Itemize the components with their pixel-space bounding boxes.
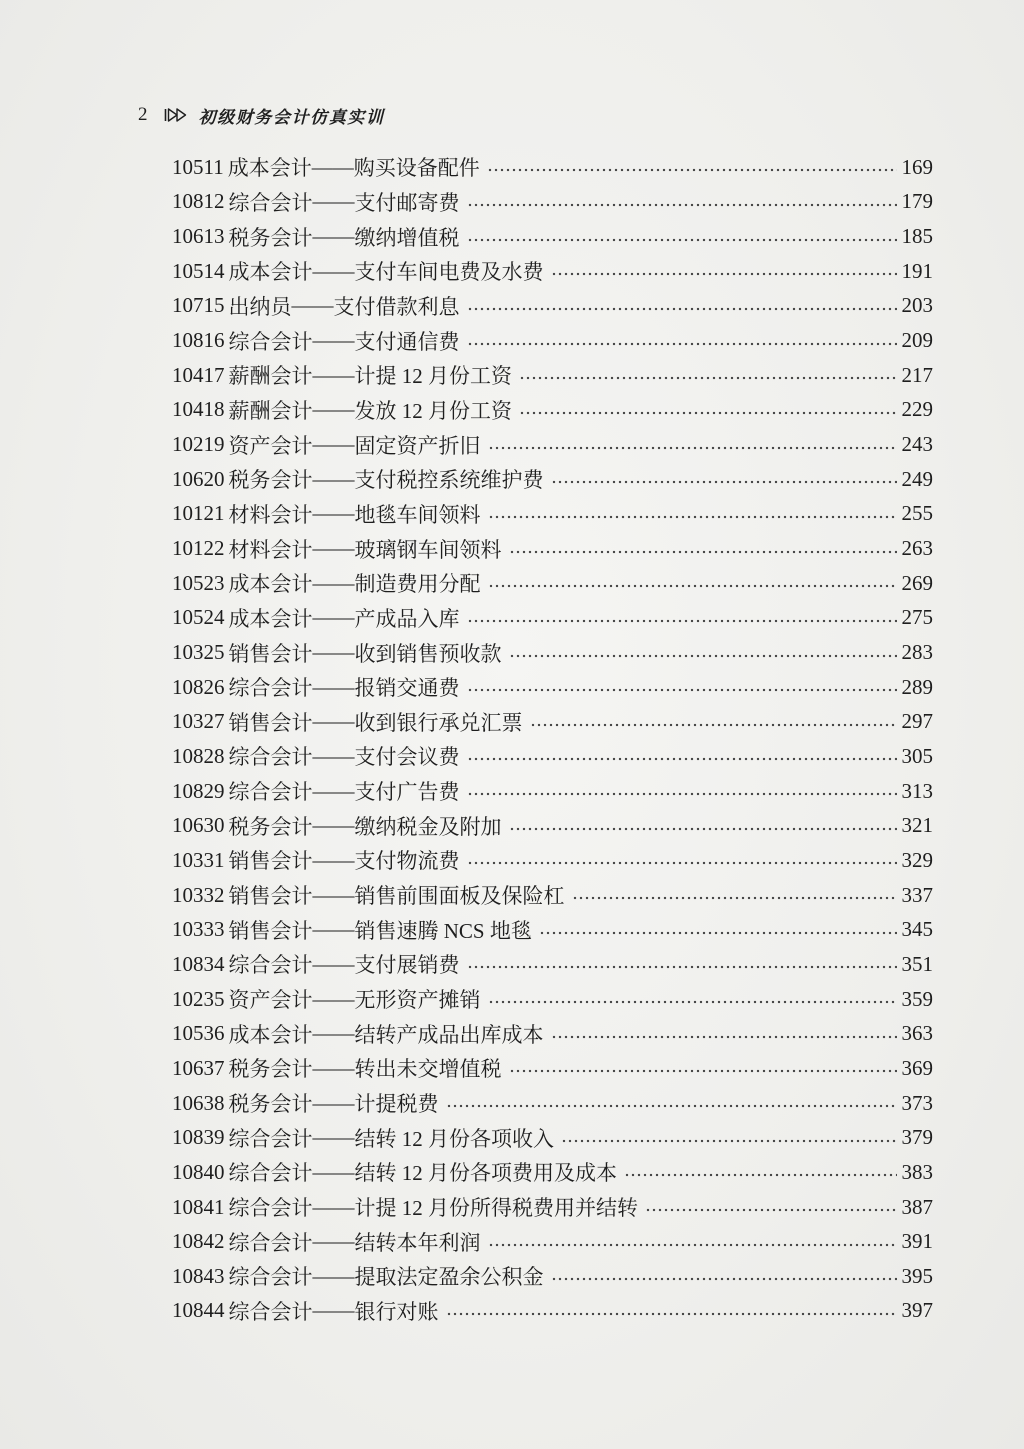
entry-title: 计提 12 月份所得税费用并结转 <box>354 1196 638 1221</box>
entry-page-number: 329 <box>901 847 933 872</box>
entry-title: 支付邮寄费 <box>354 190 460 215</box>
entry-separator: —— <box>312 917 355 942</box>
entry-separator: —— <box>312 501 355 526</box>
leader-dots <box>509 808 897 843</box>
leader-dots <box>645 1190 897 1225</box>
toc-entry <box>172 774 933 809</box>
toc-entry <box>172 185 933 220</box>
toc-entry <box>172 878 933 913</box>
leader-dots <box>509 635 897 670</box>
entry-code: 10620 <box>172 466 225 491</box>
entry-separator: —— <box>312 1125 355 1150</box>
entry-code: 10219 <box>172 432 225 457</box>
leader-dots <box>487 150 897 185</box>
entry-code: 10843 <box>172 1263 225 1288</box>
entry-separator: —— <box>312 1159 355 1184</box>
entry-role: 材料会计 <box>228 502 313 527</box>
entry-title: 无形资产摊销 <box>354 988 481 1013</box>
entry-role: 材料会计 <box>228 537 313 562</box>
entry-separator: —— <box>312 1055 355 1080</box>
entry-separator: —— <box>312 570 355 595</box>
entry-page-number: 229 <box>901 397 933 422</box>
entry-title: 结转本年利润 <box>354 1230 481 1255</box>
entry-title: 报销交通费 <box>354 676 460 701</box>
entry-code: 10331 <box>172 847 225 872</box>
entry-separator: —— <box>312 847 355 872</box>
entry-title: 地毯车间领料 <box>354 502 481 527</box>
toc-entry <box>172 670 933 705</box>
leader-dots <box>488 1224 897 1259</box>
entry-code: 10235 <box>172 986 225 1011</box>
toc-entry <box>172 566 933 601</box>
leader-dots <box>446 1086 897 1121</box>
entry-title: 发放 12 月份工资 <box>354 398 512 423</box>
entry-separator: —— <box>312 743 355 768</box>
entry-title: 支付车间电费及水费 <box>354 260 544 285</box>
leader-dots <box>509 531 897 566</box>
leader-dots <box>530 705 897 740</box>
entry-separator: —— <box>312 466 355 491</box>
entry-page-number: 289 <box>901 674 933 699</box>
leader-dots <box>488 427 897 462</box>
entry-role: 销售会计 <box>228 849 313 874</box>
entry-role: 成本会计 <box>228 1022 313 1047</box>
entry-role: 销售会计 <box>228 884 313 909</box>
entry-code: 10524 <box>172 605 225 630</box>
entry-page-number: 383 <box>901 1159 933 1184</box>
entry-code: 10841 <box>172 1194 225 1219</box>
entry-separator: —— <box>311 154 354 179</box>
entry-role: 出纳员 <box>228 294 292 319</box>
entry-role: 综合会计 <box>228 1196 313 1221</box>
entry-code: 10121 <box>172 501 225 526</box>
entry-title: 缴纳增值税 <box>354 225 460 250</box>
toc-entry <box>172 1120 933 1155</box>
entry-role: 成本会计 <box>228 260 313 285</box>
entry-role: 综合会计 <box>228 1299 313 1324</box>
entry-code: 10333 <box>172 917 225 942</box>
toc-entry <box>172 601 933 636</box>
entry-separator: —— <box>312 1298 355 1323</box>
entry-code: 10417 <box>172 362 225 387</box>
entry-separator: —— <box>312 189 355 214</box>
toc-entry <box>172 912 933 947</box>
leader-dots <box>551 1016 897 1051</box>
entry-page-number: 263 <box>901 536 933 561</box>
entry-page-number: 359 <box>901 986 933 1011</box>
entry-role: 销售会计 <box>228 710 313 735</box>
entry-role: 综合会计 <box>228 1161 313 1186</box>
leader-dots <box>467 185 897 220</box>
entry-code: 10826 <box>172 674 225 699</box>
entry-title: 计提税费 <box>354 1092 439 1117</box>
entry-page-number: 351 <box>901 951 933 976</box>
entry-page-number: 321 <box>901 813 933 838</box>
leader-dots <box>509 1051 897 1086</box>
entry-title: 玻璃钢车间领料 <box>354 537 502 562</box>
entry-role: 综合会计 <box>228 676 313 701</box>
entry-title: 支付税控系统维护费 <box>354 468 544 493</box>
entry-code: 10536 <box>172 1021 225 1046</box>
entry-separator: —— <box>291 293 334 318</box>
leader-dots <box>551 254 897 289</box>
toc-entry <box>172 1224 933 1259</box>
toc-entry <box>172 705 933 740</box>
entry-separator: —— <box>312 882 355 907</box>
toc-entry <box>172 982 933 1017</box>
entry-page-number: 337 <box>901 882 933 907</box>
toc-entry <box>172 1190 933 1225</box>
entry-code: 10829 <box>172 778 225 803</box>
leader-dots <box>467 219 897 254</box>
toc-entry <box>172 947 933 982</box>
entry-page-number: 297 <box>901 709 933 734</box>
entry-code: 10839 <box>172 1125 225 1150</box>
entry-role: 税务会计 <box>228 468 313 493</box>
entry-code: 10844 <box>172 1298 225 1323</box>
entry-code: 10840 <box>172 1159 225 1184</box>
entry-page-number: 395 <box>901 1263 933 1288</box>
toc-entry <box>172 254 933 289</box>
toc-entry <box>172 1259 933 1294</box>
leader-dots <box>572 878 897 913</box>
entry-separator: —— <box>312 432 355 457</box>
entry-separator: —— <box>312 362 355 387</box>
entry-title: 固定资产折旧 <box>354 433 481 458</box>
entry-role: 成本会计 <box>227 156 312 181</box>
toc-entry <box>172 497 933 532</box>
leader-dots <box>519 393 897 428</box>
entry-separator: —— <box>312 605 355 630</box>
page-number: 2 <box>138 104 148 125</box>
entry-separator: —— <box>312 674 355 699</box>
leader-dots <box>446 1294 897 1329</box>
leader-dots <box>467 774 897 809</box>
entry-page-number: 305 <box>901 743 933 768</box>
toc-entry <box>172 1051 933 1086</box>
entry-separator: —— <box>312 536 355 561</box>
entry-separator: —— <box>312 1021 355 1046</box>
entry-title: 缴纳税金及附加 <box>354 814 502 839</box>
entry-code: 10523 <box>172 570 225 595</box>
entry-title: 产成品入库 <box>354 606 460 631</box>
entry-code: 10332 <box>172 882 225 907</box>
running-header <box>138 104 385 126</box>
entry-separator: —— <box>312 951 355 976</box>
entry-code: 10715 <box>172 293 225 318</box>
entry-code: 10812 <box>172 189 225 214</box>
entry-page-number: 379 <box>901 1125 933 1150</box>
entry-role: 成本会计 <box>228 606 313 631</box>
leader-dots <box>519 358 897 393</box>
entry-code: 10816 <box>172 328 225 353</box>
leader-dots <box>467 289 897 324</box>
entry-separator: —— <box>312 397 355 422</box>
entry-separator: —— <box>312 1229 355 1254</box>
entry-page-number: 249 <box>901 466 933 491</box>
entry-role: 成本会计 <box>228 572 313 597</box>
entry-page-number: 373 <box>901 1090 933 1115</box>
entry-role: 综合会计 <box>228 1230 313 1255</box>
entry-code: 10122 <box>172 536 225 561</box>
entry-page-number: 269 <box>901 570 933 595</box>
entry-role: 销售会计 <box>228 918 313 943</box>
entry-title: 结转产成品出库成本 <box>354 1022 544 1047</box>
double-arrow-icon <box>164 107 190 123</box>
entry-page-number: 209 <box>901 328 933 353</box>
entry-title: 支付通信费 <box>354 329 460 354</box>
toc-entry <box>172 635 933 670</box>
entry-code: 10828 <box>172 743 225 768</box>
entry-page-number: 255 <box>901 501 933 526</box>
entry-page-number: 283 <box>901 640 933 665</box>
entry-title: 收到销售预收款 <box>354 641 502 666</box>
entry-code: 10327 <box>172 709 225 734</box>
entry-separator: —— <box>312 813 355 838</box>
toc-entry <box>172 1016 933 1051</box>
entry-title: 支付借款利息 <box>333 294 460 319</box>
entry-page-number: 169 <box>901 154 933 179</box>
table-of-contents <box>172 150 933 1328</box>
toc-entry <box>172 1086 933 1121</box>
leader-dots <box>467 739 897 774</box>
toc-entry <box>172 843 933 878</box>
entry-title: 结转 12 月份各项费用及成本 <box>354 1161 617 1186</box>
entry-role: 综合会计 <box>228 190 313 215</box>
leader-dots <box>467 947 897 982</box>
leader-dots <box>539 912 897 947</box>
entry-title: 计提 12 月份工资 <box>354 364 512 389</box>
entry-page-number: 345 <box>901 917 933 942</box>
entry-separator: —— <box>312 778 355 803</box>
entry-separator: —— <box>312 1090 355 1115</box>
entry-page-number: 397 <box>901 1298 933 1323</box>
leader-dots <box>488 566 897 601</box>
entry-code: 10637 <box>172 1055 225 1080</box>
toc-entry <box>172 358 933 393</box>
toc-entry <box>172 289 933 324</box>
entry-code: 10325 <box>172 640 225 665</box>
entry-separator: —— <box>312 640 355 665</box>
entry-page-number: 313 <box>901 778 933 803</box>
entry-page-number: 387 <box>901 1194 933 1219</box>
leader-dots <box>467 843 897 878</box>
leader-dots <box>467 670 897 705</box>
entry-title: 银行对账 <box>354 1299 439 1324</box>
entry-title: 销售速腾 NCS 地毯 <box>354 918 532 943</box>
entry-title: 收到银行承兑汇票 <box>354 710 523 735</box>
leader-dots <box>551 1259 897 1294</box>
entry-title: 购买设备配件 <box>353 156 480 181</box>
entry-role: 薪酬会计 <box>228 364 313 389</box>
entry-role: 综合会计 <box>228 745 313 770</box>
entry-separator: —— <box>312 986 355 1011</box>
entry-title: 转出未交增值税 <box>354 1057 502 1082</box>
toc-entry <box>172 808 933 843</box>
toc-entry <box>172 1294 933 1329</box>
entry-code: 10630 <box>172 813 225 838</box>
entry-separator: —— <box>312 709 355 734</box>
entry-page-number: 179 <box>901 189 933 214</box>
entry-title: 支付广告费 <box>354 780 460 805</box>
entry-code: 10638 <box>172 1090 225 1115</box>
entry-page-number: 191 <box>901 258 933 283</box>
leader-dots <box>467 323 897 358</box>
entry-title: 支付物流费 <box>354 849 460 874</box>
leader-dots <box>488 497 897 532</box>
leader-dots <box>624 1155 897 1190</box>
entry-code: 10514 <box>172 258 225 283</box>
entry-code: 10511 <box>172 154 224 179</box>
entry-title: 结转 12 月份各项收入 <box>354 1126 554 1151</box>
entry-role: 税务会计 <box>228 225 313 250</box>
entry-title: 提取法定盈余公积金 <box>354 1265 544 1290</box>
entry-separator: —— <box>312 328 355 353</box>
toc-entry <box>172 150 933 185</box>
entry-code: 10418 <box>172 397 225 422</box>
entry-page-number: 203 <box>901 293 933 318</box>
entry-code: 10834 <box>172 951 225 976</box>
toc-entry <box>172 427 933 462</box>
entry-role: 资产会计 <box>228 988 313 1013</box>
entry-role: 综合会计 <box>228 329 313 354</box>
entry-role: 资产会计 <box>228 433 313 458</box>
toc-entry <box>172 1155 933 1190</box>
toc-entry <box>172 739 933 774</box>
entry-title: 销售前围面板及保险杠 <box>354 884 565 909</box>
entry-page-number: 391 <box>901 1229 933 1254</box>
entry-title: 制造费用分配 <box>354 572 481 597</box>
entry-separator: —— <box>312 1263 355 1288</box>
entry-title: 支付展销费 <box>354 953 460 978</box>
entry-page-number: 185 <box>901 224 933 249</box>
toc-entry <box>172 393 933 428</box>
entry-separator: —— <box>312 1194 355 1219</box>
entry-separator: —— <box>312 258 355 283</box>
entry-code: 10842 <box>172 1229 225 1254</box>
toc-entry <box>172 219 933 254</box>
entry-role: 税务会计 <box>228 1057 313 1082</box>
entry-page-number: 243 <box>901 432 933 457</box>
leader-dots <box>551 462 897 497</box>
entry-role: 综合会计 <box>228 1265 313 1290</box>
leader-dots <box>488 982 897 1017</box>
entry-role: 税务会计 <box>228 814 313 839</box>
entry-role: 综合会计 <box>228 1126 313 1151</box>
leader-dots <box>561 1120 897 1155</box>
entry-role: 税务会计 <box>228 1092 313 1117</box>
leader-dots <box>467 601 897 636</box>
toc-entry <box>172 462 933 497</box>
entry-role: 薪酬会计 <box>228 398 313 423</box>
entry-role: 综合会计 <box>228 780 313 805</box>
entry-page-number: 369 <box>901 1055 933 1080</box>
entry-page-number: 275 <box>901 605 933 630</box>
toc-entry <box>172 531 933 566</box>
toc-entry <box>172 323 933 358</box>
entry-title: 支付会议费 <box>354 745 460 770</box>
entry-page-number: 363 <box>901 1021 933 1046</box>
entry-code: 10613 <box>172 224 225 249</box>
entry-page-number: 217 <box>901 362 933 387</box>
entry-role: 综合会计 <box>228 953 313 978</box>
entry-role: 销售会计 <box>228 641 313 666</box>
entry-separator: —— <box>312 224 355 249</box>
running-header-title: 初级财务会计仿真实训 <box>198 107 385 127</box>
